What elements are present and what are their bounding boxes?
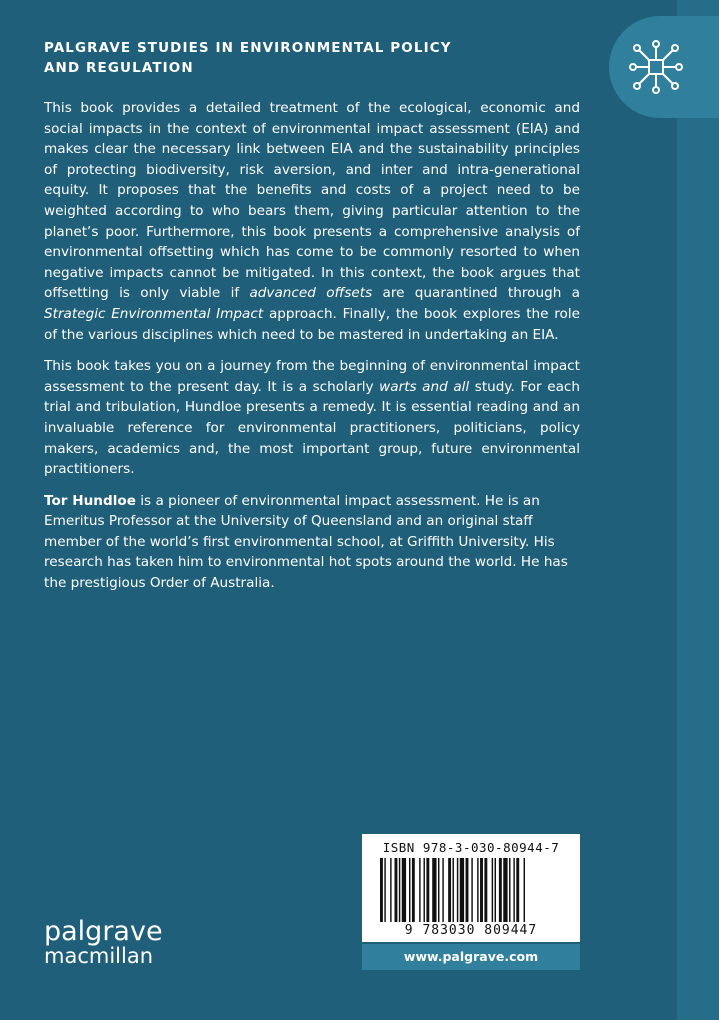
back-cover-blurb [44,98,580,605]
author-bio: Tor Hundloe is a pioneer of environmental impact assessment. He is an Emeritus Professor at the University of Queensland and an original staff member of the world’s first environmental school, at Griffith University. His research has taken him to environmental hot spots around the world. He has the prestigious Order of Australia. [44,492,568,592]
palgrave-node-icon [627,38,685,96]
barcode-box [362,834,580,942]
isbn-label: ISBN 978-3-030-80944-7 [382,840,560,855]
barcode-number: 9 783030 809447 [404,923,538,938]
publisher-logo-palgrave: palgrave [44,916,163,947]
publisher-url: www.palgrave.com [362,944,580,970]
series-title: PALGRAVE STUDIES IN ENVIRONMENTAL POLICY AND REGULATION [44,40,452,76]
spine-strip [677,0,719,1020]
blurb-paragraph-1: This book provides a detailed treatment of the ecological, economic and social impacts in the context of environmental impact assessment (EIA) and makes clear the necessary link between EIA and the sustainability principles of protecting biodiversity, risk aversion, and inter and intra-generational equity. It proposes that the benefits and costs of a project need to be weighted according to who bears them, giving particular attention to the planet’s poor. Furthermore, this book presents a comprehensive analysis of environmental offsetting which has come to be commonly resorted to when negative impacts cannot be mitigated. In this context, the book argues that offsetting is only viable if advanced offsets are quarantined through a Strategic Environmental Impact approach. Finally, the book explores the role of the various disciplines which need to be mastered in undertaking an EIA. [44,100,581,343]
blurb-paragraph-2: This book takes you on a journey from the beginning of environmental impact assessment to the present day. It is a scholarly warts and all study. For each trial and tribulation, Hundloe presents a remedy. It is essential reading and an invaluable reference for environmental practitioners, politicians, policy makers, academics and, the most important group, future environmental practitioners. [44,358,580,478]
series-badge [609,16,719,118]
publisher-logo-macmillan: macmillan [44,944,154,968]
publisher-logo [44,918,163,967]
author-name: Tor Hundloe [44,492,136,509]
barcode-icon [380,858,562,922]
